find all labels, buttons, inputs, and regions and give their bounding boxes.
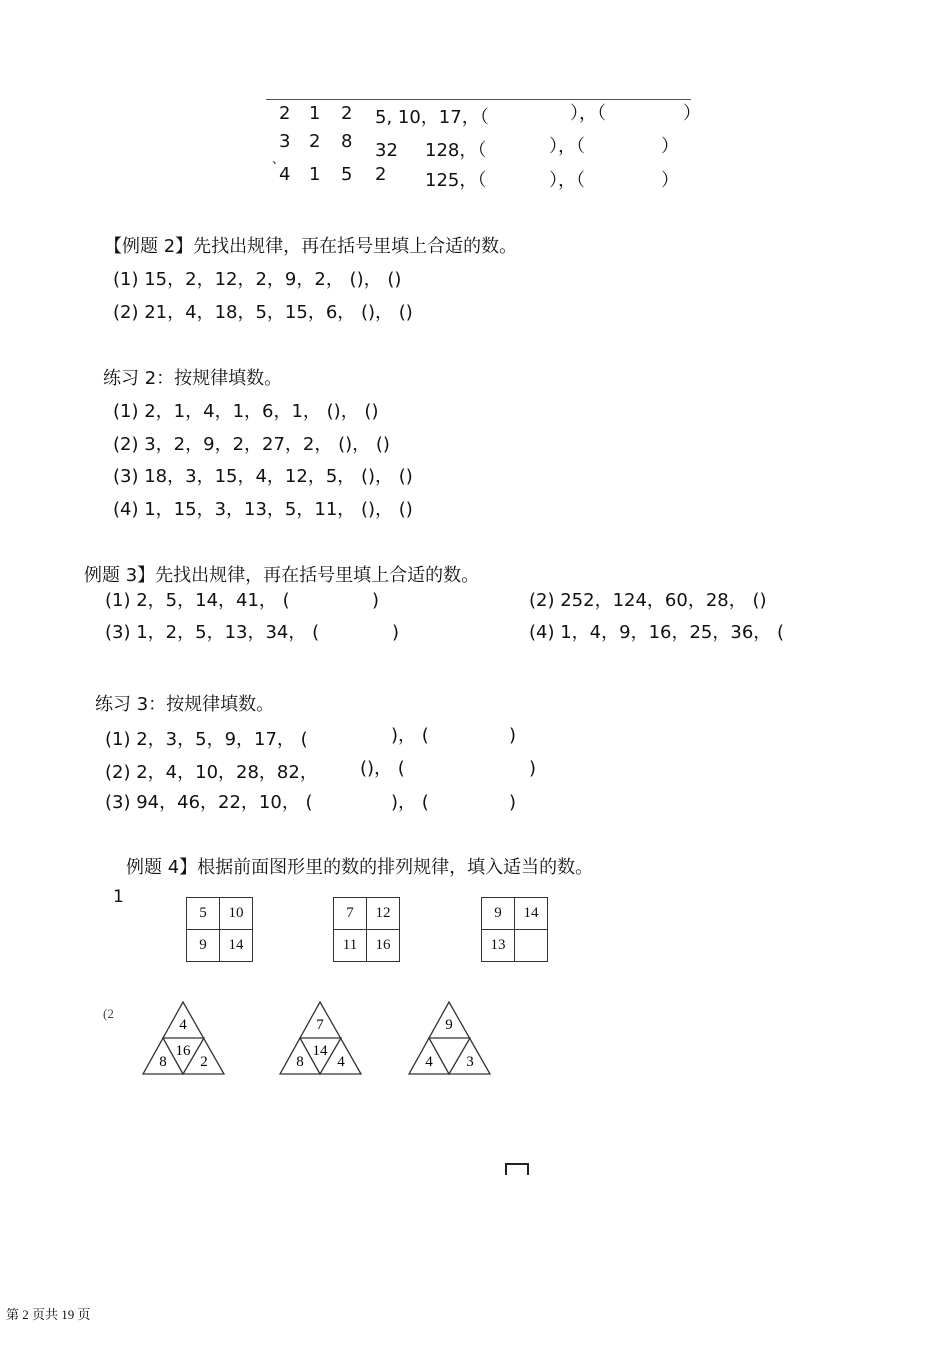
part1-label: 1 [113,887,124,907]
practice2-item: (2) 3，2，9，2，27，2， ()， () [113,434,390,455]
triangle-right-number: 3 [466,1054,474,1070]
blank-close: ) [392,622,400,643]
triangle-figure-2 [279,1000,365,1078]
practice3-title: 练习 3：按规律填数。 [95,694,275,715]
example2-item: (2) 21，4，18，5，15，6， ()， () [113,302,413,323]
blank-close: ) [372,590,380,611]
number-grid-1 [186,897,253,962]
example2-item: (1) 15，2，12，2，9，2， ()， () [113,269,402,290]
triangle-center-number: 16 [175,1043,191,1059]
example3-title: 例题 3】先找出规律，再在括号里填上合适的数。 [84,565,480,586]
grid-cell: 7 [334,898,367,930]
practice3-item: (3) 94，46，22，10， ( [105,792,313,813]
example3-item: (4) 1，4，9，16，25，36， ( [529,622,785,643]
digit-cell: 2 [341,103,353,124]
triangle-right-number: 4 [337,1054,345,1070]
blank-separator: ），（ [549,170,585,191]
sequence-text: 5, 10，17，（ [375,107,489,128]
sequence-text: 2 [375,164,387,185]
grid-cell: 5 [187,898,220,930]
triangle-figure-3 [408,1000,494,1078]
example3-item: (2) 252，124，60，28， () [529,590,767,611]
top-rule [266,99,691,100]
tick-mark: 、 [272,152,285,166]
blank-close: ) [509,725,517,746]
practice3-item: (2) 2，4，10，28，82， [105,762,318,783]
grid-cell: 14 [515,898,548,930]
triangle-top-number: 4 [179,1017,187,1033]
blank-close: ） [661,170,679,191]
grid-cell: 12 [367,898,400,930]
triangle-top-number: 9 [445,1017,453,1033]
triangle-top-number: 7 [316,1017,324,1033]
example3-item: (3) 1，2，5，13，34， ( [105,622,320,643]
grid-cell: 11 [334,930,367,962]
blank-close: ） [661,136,679,157]
digit-cell: 4 [279,164,291,185]
grid-cell: 14 [220,930,253,962]
grid-cell [515,930,548,962]
blank-separator: )， ( [391,792,429,813]
triangle-figure-1 [142,1000,228,1078]
blank-close: ) [509,792,517,813]
grid-cell: 9 [482,898,515,930]
digit-cell: 2 [309,131,321,152]
box-mark [505,1163,529,1175]
number-grid-2 [333,897,400,962]
example3-item: (1) 2，5，14，41， ( [105,590,290,611]
grid-cell: 10 [220,898,253,930]
part2-label: (2 [103,1006,114,1021]
digit-cell: 1 [309,164,321,185]
triangle-right-number: 2 [200,1054,208,1070]
blank-close: ） [683,103,701,124]
digit-cell: 5 [341,164,353,185]
triangle-left-number: 4 [425,1054,433,1070]
digit-cell: 2 [279,103,291,124]
practice2-item: (4) 1，15，3，13，5，11， ()， () [113,499,413,520]
blank-separator: ），（ [570,103,606,124]
blank-separator: ()， ( [360,758,405,779]
example2-title: 【例题 2】先找出规律，再在括号里填上合适的数。 [104,236,518,257]
grid-cell: 16 [367,930,400,962]
practice3-item: (1) 2，3，5，9，17， ( [105,729,308,750]
grid-cell: 13 [482,930,515,962]
practice2-item: (1) 2，1，4，1，6，1， ()， () [113,401,379,422]
triangle-inner [429,1038,470,1074]
page-footer: 第 2 页共 19 页 [6,1307,91,1322]
practice2-item: (3) 18，3，15，4，12，5， ()， () [113,466,413,487]
sequence-text: 125，（ [425,170,487,191]
example4-title: 例题 4】根据前面图形里的数的排列规律，填入适当的数。 [126,857,594,878]
triangle-center-number: 14 [312,1043,328,1059]
digit-cell: 3 [279,131,291,152]
number-grid-3 [481,897,548,962]
triangle-left-number: 8 [296,1054,304,1070]
digit-cell: 8 [341,131,353,152]
grid-cell: 9 [187,930,220,962]
blank-close: ) [529,758,537,779]
triangle-left-number: 8 [159,1054,167,1070]
blank-separator: )， ( [391,725,429,746]
practice2-title: 练习 2：按规律填数。 [103,368,283,389]
sequence-text: 128，（ [425,140,487,161]
sequence-text: 32 [375,140,398,161]
digit-cell: 1 [309,103,321,124]
blank-separator: ），（ [549,136,585,157]
